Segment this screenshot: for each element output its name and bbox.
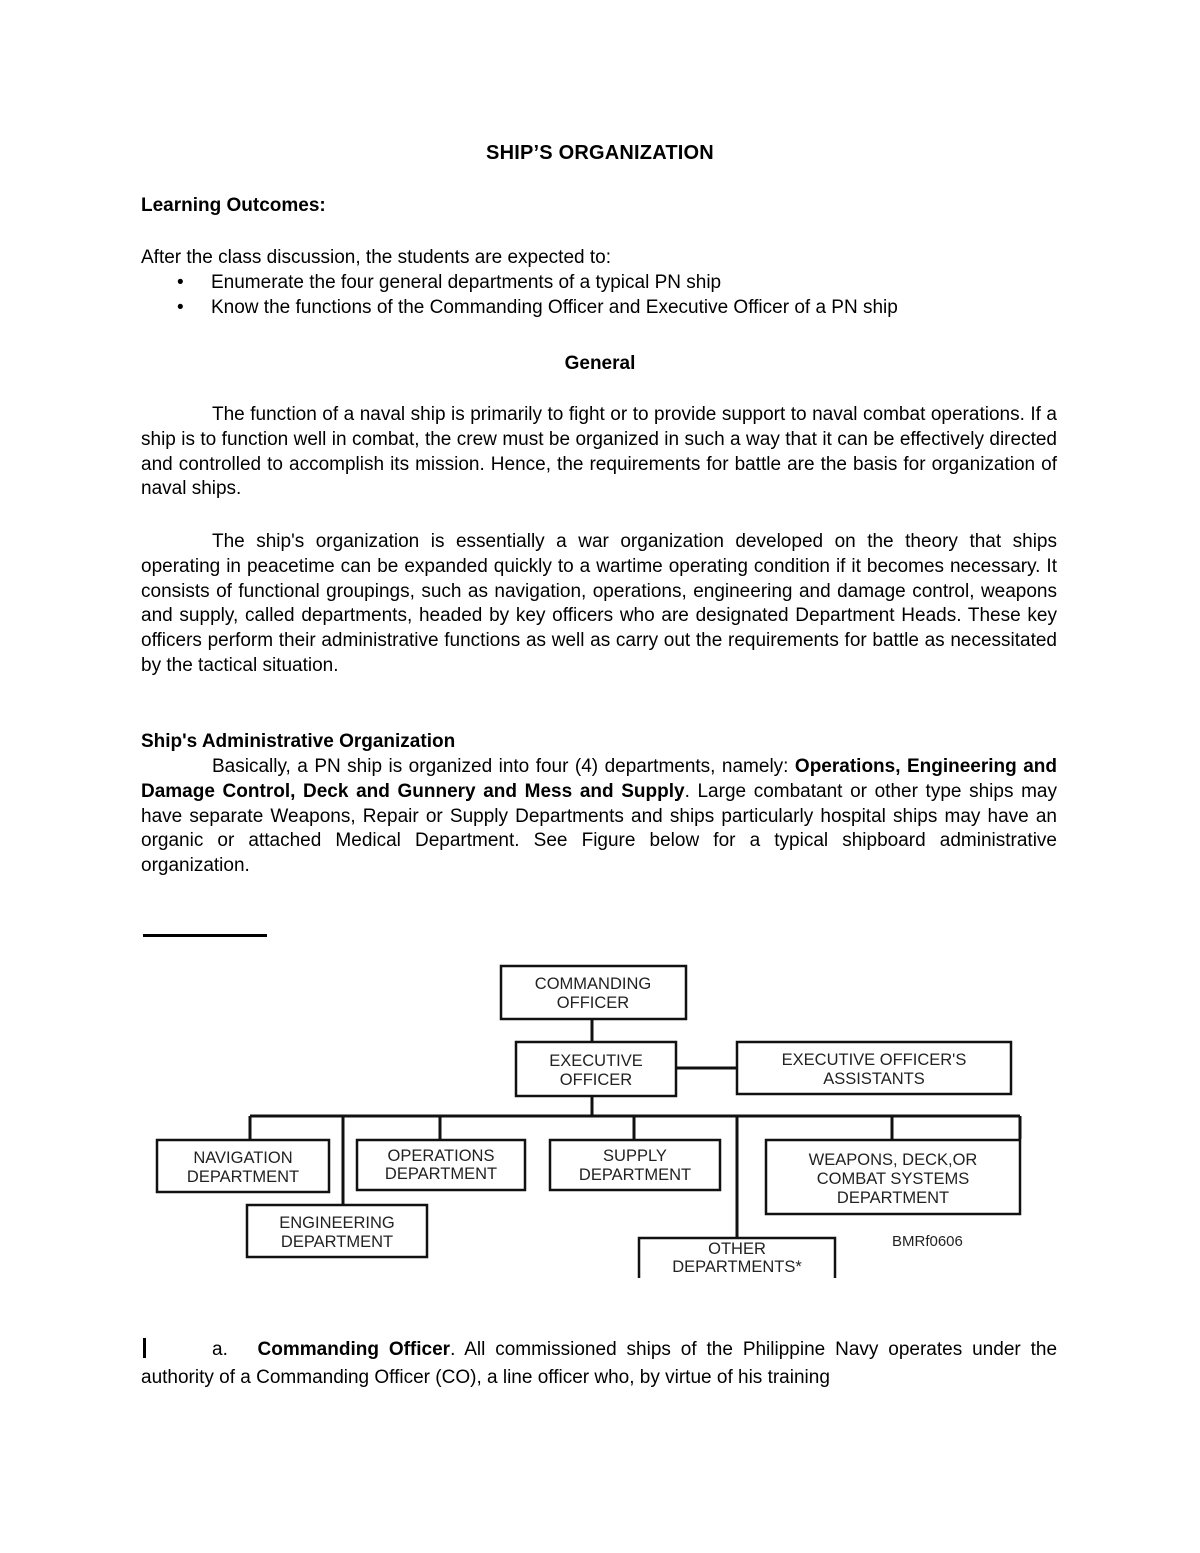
node-label: OFFICER (559, 1071, 633, 1089)
admin-org-paragraph (141, 755, 1057, 879)
node-label: DEPARTMENT (836, 1189, 950, 1207)
list-item-text: Know the functions of the Commanding Officer and Executive Officer of a PN ship (211, 297, 898, 319)
node-label: COMMANDING (534, 975, 652, 993)
node-label: DEPARTMENT (384, 1165, 498, 1183)
node-label: DEPARTMENT (186, 1168, 300, 1186)
admin-org-heading: Ship's Administrative Organization (141, 731, 456, 752)
intro-line: After the class discussion, the students are expected to: (141, 247, 611, 268)
commanding-officer-text: . All commissioned ships of the Philippine Navy operates under the authority of a Commanding Officer (CO), a line officer who, by virtue of his training (141, 1339, 1058, 1388)
node-label: DEPARTMENT (578, 1166, 692, 1184)
commanding-officer-paragraph (141, 1336, 1057, 1392)
navigation-department-node (157, 1140, 329, 1192)
general-paragraph-2 (141, 530, 1057, 679)
general-heading: General (564, 353, 636, 374)
admin-paragraph-start: Basically, a PN ship is organized into four (4) departments, namely: (212, 756, 795, 777)
node-label: DEPARTMENTS* (672, 1258, 802, 1276)
commanding-officer-node (501, 966, 686, 1019)
weapons-department-node (766, 1140, 1020, 1214)
node-label: WEAPONS, DECK,OR (808, 1151, 978, 1169)
operations-department-node (357, 1140, 525, 1190)
list-item (141, 270, 898, 295)
outcomes-list (141, 270, 898, 321)
learning-outcomes-heading: Learning Outcomes: (141, 195, 326, 216)
org-chart-figure (150, 958, 1030, 1278)
departments-list-bold: Operations, Engineering and Damage Control, Deck and Gunnery and Mess and Supply (141, 756, 1057, 802)
node-label: EXECUTIVE (549, 1052, 643, 1070)
footnote-separator (143, 934, 267, 937)
supply-department-node (550, 1140, 720, 1190)
node-label: OPERATIONS (387, 1147, 495, 1165)
bullet-icon: • (177, 297, 184, 319)
bullet-icon: • (177, 272, 184, 293)
other-departments-node (639, 1238, 835, 1278)
page-title: SHIP’S ORGANIZATION (486, 142, 714, 164)
node-label: DEPARTMENT (280, 1233, 394, 1251)
node-label: EXECUTIVE OFFICER'S (781, 1051, 967, 1069)
item-label: a. (212, 1339, 228, 1360)
node-label: OTHER (708, 1240, 766, 1258)
general-paragraph-1 (141, 403, 1057, 502)
commanding-officer-term: Commanding Officer (257, 1339, 451, 1360)
figure-code: BMRf0606 (892, 1233, 963, 1250)
general-paragraph-2-text: The ship's organization is essentially a war organization developed on the theory that ships operating in peacetime can be expanded quickly to a wartime operating condition if it becomes necessary. It consists of functional groupings, such as navigation, operations, engineering and damage control, weapons and supply, called departments, headed by key officers who are designated Department Heads. These key officers perform their administrative functions as well as carry out the requirements for battle as necessitated by the tactical situation. (141, 531, 1057, 676)
node-label: NAVIGATION (193, 1149, 293, 1167)
node-label: OFFICER (556, 994, 630, 1012)
xo-assistants-node (737, 1042, 1011, 1094)
admin-paragraph-end: . Large combatant or other type ships may have separate Weapons, Repair or Supply Departments and ships particularly hospital ships may have an organic or attached Medical Department. See Figure below for a typical shipboard administrative organization. (141, 780, 1057, 877)
node-label: ASSISTANTS (823, 1070, 925, 1088)
engineering-department-node (247, 1205, 427, 1257)
node-label: ENGINEERING (279, 1214, 395, 1232)
executive-officer-node (516, 1042, 676, 1096)
node-label: COMBAT SYSTEMS (816, 1170, 970, 1188)
list-item (141, 295, 898, 320)
general-paragraph-1-text: The function of a naval ship is primarily to fight or to provide support to naval combat operations. If a ship is to function well in combat, the crew must be organized in such a way that it can be effectively directed and controlled to accomplish its mission. Hence, the requirements for battle are the basis for organization of naval ships. (141, 404, 1057, 500)
list-item-text: Enumerate the four general departments of a typical PN ship (211, 272, 722, 293)
node-label: SUPPLY (603, 1147, 667, 1165)
